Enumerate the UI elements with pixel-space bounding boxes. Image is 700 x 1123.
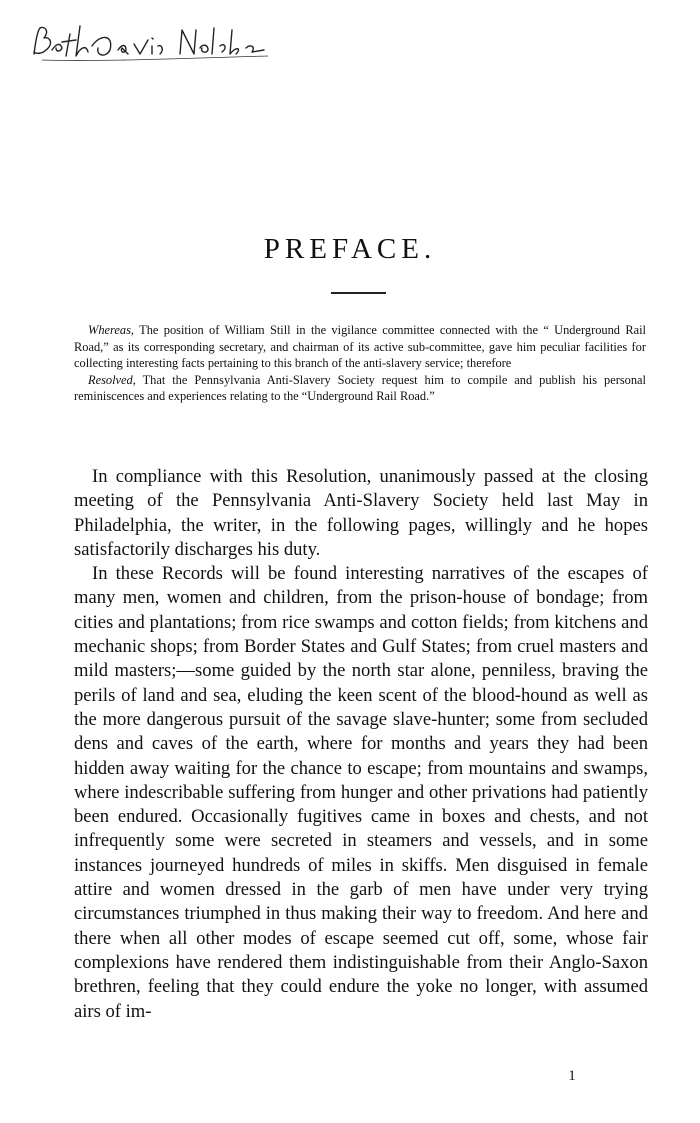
whereas-text: The position of William Still in the vigilance committee connected with the “ Underground Rail Road,” as its corresponding secretary, and chairman of its active sub-committee, gave him peculiar facilities for collecting interesting facts pertaining to this branch of the anti-slavery service; therefore — [74, 323, 646, 370]
handwritten-signature — [30, 16, 270, 66]
resolved-word: Resolved, — [88, 372, 136, 387]
whereas-paragraph — [74, 322, 646, 372]
body-paragraph-1: In compliance with this Resolution, unanimously passed at the closing meeting of the Pennsylvania Anti-Slavery Society held last May in Philadelphia, the writer, in the following pages, willingly and he hopes satisfactorily discharges his duty. — [74, 466, 648, 560]
body-paragraph-2: In these Records will be found interesting narratives of the escapes of many men, women and children, from the prison-house of bondage; from cities and plantations; from rice swamps and cotton fields; from kitchens and mechanic shops; from Border States and Gulf States; from cruel masters and mild masters;—some guided by the north star alone, penniless, braving the perils of land and sea, eluding the keen scent of the blood-hound as well as the more dangerous pursuit of the savage slave-hunter; some from secluded dens and caves of the earth, where for months and years they had been hidden away waiting for the chance to escape; from mountains and swamps, where indescribable suffering from hunger and other privations had patiently been endured. Occasionally fugitives came in boxes and chests, and not infrequently some were secreted in steamers and vessels, and in some instances journeyed hundreds of miles in skiffs. Men disguised in female attire and women dressed in the garb of men have under very trying circumstances triumphed in thus making their way to freedom. And here and there when all other modes of escape seemed cut off, some, whose fair complexions have rendered them indistinguishable from their Anglo-Saxon brethren, feeling that they could endure the yoke no longer, with assumed airs of im- — [74, 563, 648, 1022]
resolved-text: That the Pennsylvania Anti-Slavery Society request him to compile and publish his personal reminiscences and experiences relating to the “Underground Rail Road.” — [74, 372, 646, 403]
resolved-paragraph — [74, 372, 646, 405]
resolution-block — [74, 322, 646, 405]
page-number: 1 — [568, 1068, 576, 1084]
body-text — [74, 465, 648, 1024]
page-title: PREFACE. — [263, 233, 437, 265]
whereas-word: Whereas, — [88, 323, 134, 337]
title-divider — [331, 292, 386, 294]
